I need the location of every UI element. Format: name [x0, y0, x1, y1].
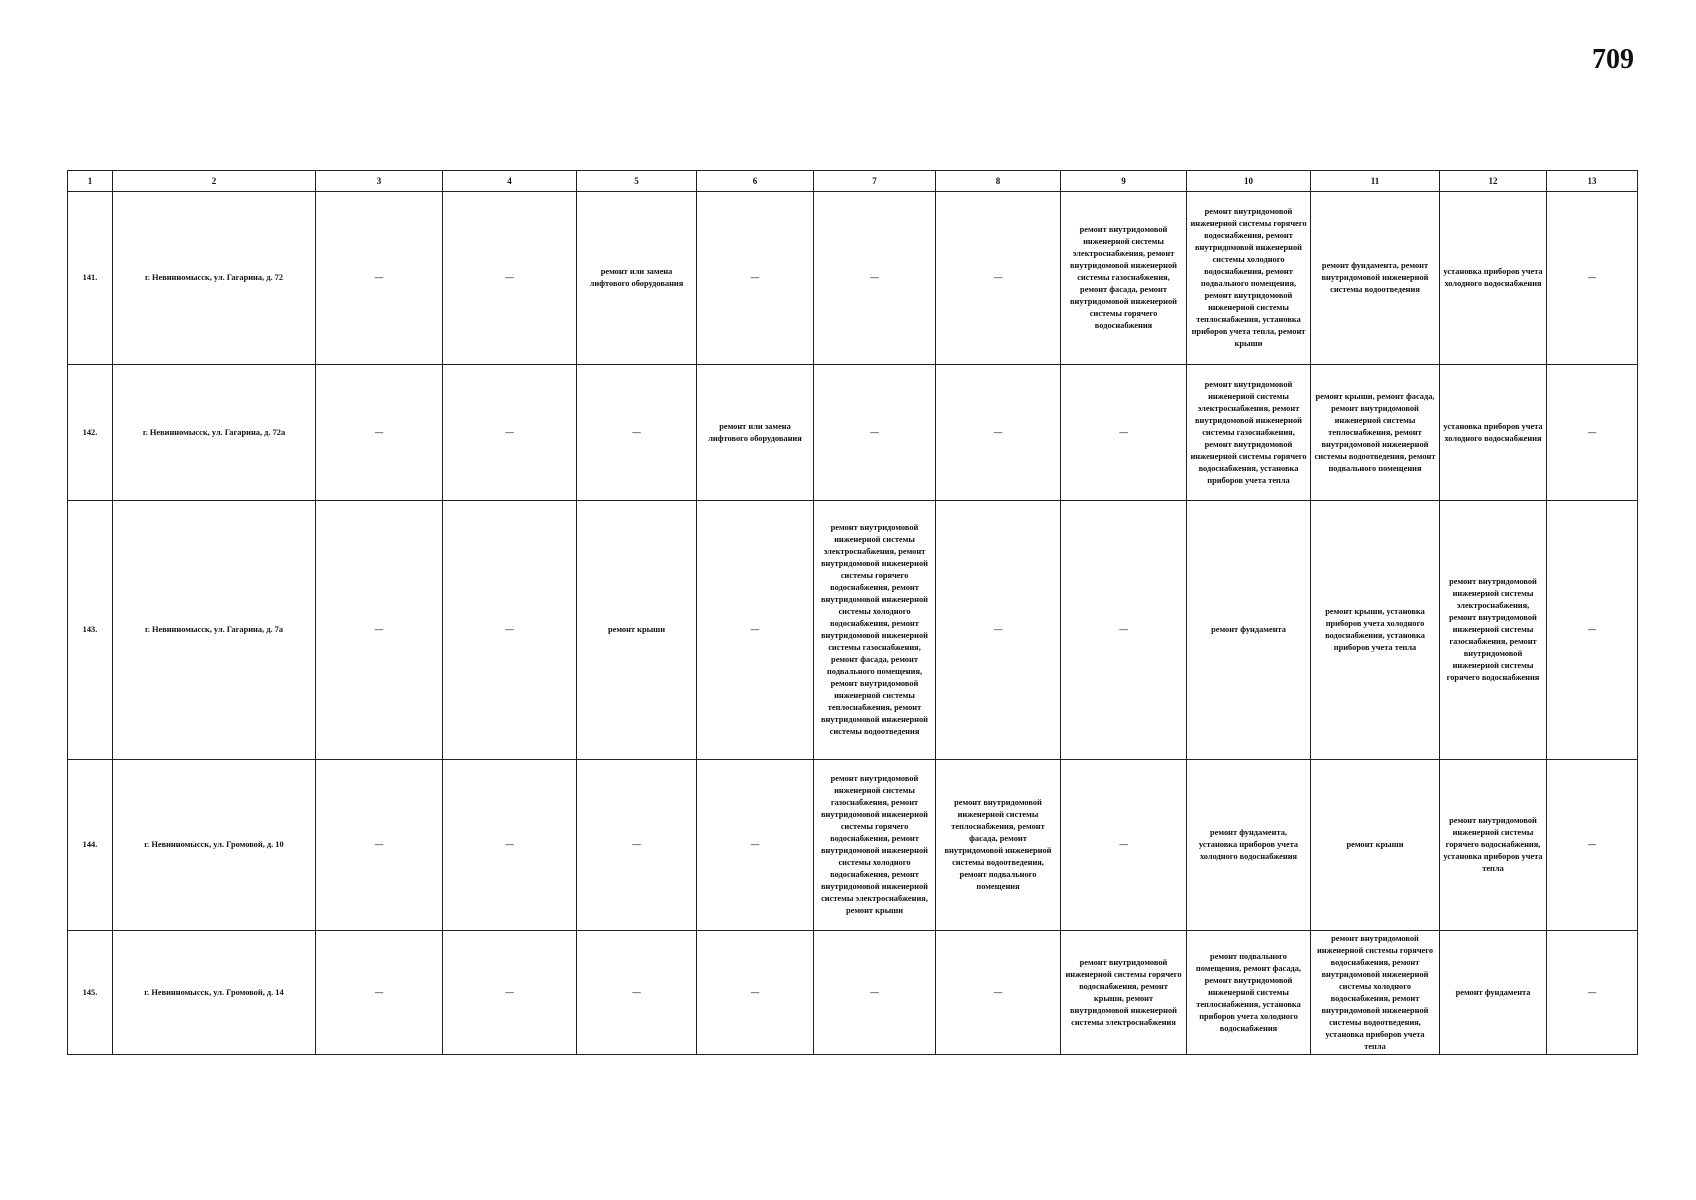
page-number: 709 [1592, 44, 1634, 75]
table-row [68, 931, 1638, 1055]
column-header: 1 [68, 171, 113, 192]
address-cell: г. Невинномысск, ул. Гагарина, д. 7а [113, 501, 316, 760]
table-cell: ремонт внутридомовой инженерной системы газоснабжения, ремонт внутридомовой инженерной системы горячего водоснабжения, ремонт внутридомовой инженерной системы холодного водоснабжения, ремонт внутридомовой инженерной системы электроснабжения, ремонт крыши [814, 760, 936, 931]
table-cell: — [936, 931, 1061, 1055]
table-row [68, 760, 1638, 931]
address-cell: г. Невинномысск, ул. Громовой, д. 14 [113, 931, 316, 1055]
table-cell: ремонт фундамента [1187, 501, 1311, 760]
table-cell: ремонт внутридомовой инженерной системы электроснабжения, ремонт внутридомовой инженерной системы газоснабжения, ремонт внутридомовой инженерной системы горячего водоснабжения [1440, 501, 1547, 760]
table-cell: — [697, 931, 814, 1055]
table-row [68, 501, 1638, 760]
table-cell: — [697, 760, 814, 931]
table-cell: — [1547, 365, 1638, 501]
table-cell: ремонт крыши [577, 501, 697, 760]
table-cell: установка приборов учета холодного водоснабжения [1440, 192, 1547, 365]
address-cell: г. Невинномысск, ул. Гагарина, д. 72а [113, 365, 316, 501]
table-cell: ремонт крыши [1311, 760, 1440, 931]
repair-schedule-table [67, 170, 1638, 1055]
table-cell: — [697, 501, 814, 760]
table-cell: — [577, 760, 697, 931]
row-number: 142. [68, 365, 113, 501]
column-header: 8 [936, 171, 1061, 192]
address-cell: г. Невинномысск, ул. Гагарина, д. 72 [113, 192, 316, 365]
column-header: 5 [577, 171, 697, 192]
table-cell: ремонт крыши, установка приборов учета холодного водоснабжения, установка приборов учета тепла [1311, 501, 1440, 760]
table-cell: — [443, 931, 577, 1055]
table-row [68, 365, 1638, 501]
table-cell: — [316, 365, 443, 501]
table-cell: ремонт крыши, ремонт фасада, ремонт внутридомовой инженерной системы теплоснабжения, ремонт внутридомовой инженерной системы водоотведения, ремонт подвального помещения [1311, 365, 1440, 501]
table-cell: ремонт внутридомовой инженерной системы электроснабжения, ремонт внутридомовой инженерной системы горячего водоснабжения, ремонт внутридомовой инженерной системы холодного водоснабжения, ремонт внутридомовой инженерной системы газоснабжения, ремонт фасада, ремонт подвального помещения, ремонт внутридомовой инженерной системы теплоснабжения, ремонт внутридомовой инженерной системы водоотведения [814, 501, 936, 760]
table-cell: ремонт внутридомовой инженерной системы горячего водоснабжения, установка приборов учета тепла [1440, 760, 1547, 931]
table-cell: ремонт фундамента, установка приборов учета холодного водоснабжения [1187, 760, 1311, 931]
column-header: 4 [443, 171, 577, 192]
table-header-row [68, 171, 1638, 192]
table-cell: ремонт или замена лифтового оборудования [697, 365, 814, 501]
table-cell: — [697, 192, 814, 365]
table-row [68, 192, 1638, 365]
table-cell: — [316, 760, 443, 931]
table-cell: — [1061, 760, 1187, 931]
table-cell: — [936, 501, 1061, 760]
column-header: 13 [1547, 171, 1638, 192]
table-cell: ремонт подвального помещения, ремонт фасада, ремонт внутридомовой инженерной системы теплоснабжения, установка приборов учета холодного водоснабжения [1187, 931, 1311, 1055]
column-header: 11 [1311, 171, 1440, 192]
table-cell: — [577, 931, 697, 1055]
table-cell: ремонт внутридомовой инженерной системы теплоснабжения, ремонт фасада, ремонт внутридомовой инженерной системы водоотведения, ремонт подвального помещения [936, 760, 1061, 931]
table-cell: — [936, 192, 1061, 365]
table-cell: — [443, 192, 577, 365]
table-cell: — [814, 192, 936, 365]
table-cell: ремонт внутридомовой инженерной системы горячего водоснабжения, ремонт внутридомовой инженерной системы холодного водоснабжения, ремонт внутридомовой инженерной системы водоотведения, установка приборов учета тепла [1311, 931, 1440, 1055]
table-cell: — [316, 931, 443, 1055]
table-cell: ремонт внутридомовой инженерной системы горячего водоснабжения, ремонт крыши, ремонт внутридомовой инженерной системы электроснабжения [1061, 931, 1187, 1055]
column-header: 7 [814, 171, 936, 192]
table-cell: — [1547, 760, 1638, 931]
table-cell: — [577, 365, 697, 501]
column-header: 2 [113, 171, 316, 192]
row-number: 143. [68, 501, 113, 760]
table-cell: — [316, 501, 443, 760]
table-cell: ремонт фундамента [1440, 931, 1547, 1055]
table-cell: ремонт внутридомовой инженерной системы горячего водоснабжения, ремонт внутридомовой инженерной системы холодного водоснабжения, ремонт подвального помещения, ремонт внутридомовой инженерной системы теплоснабжения, установка приборов учета тепла, ремонт крыши [1187, 192, 1311, 365]
table-cell: установка приборов учета холодного водоснабжения [1440, 365, 1547, 501]
table-cell: — [1061, 365, 1187, 501]
column-header: 9 [1061, 171, 1187, 192]
table-cell: ремонт внутридомовой инженерной системы электроснабжения, ремонт внутридомовой инженерной системы газоснабжения, ремонт фасада, ремонт внутридомовой инженерной системы горячего водоснабжения [1061, 192, 1187, 365]
row-number: 145. [68, 931, 113, 1055]
table-cell: — [1547, 192, 1638, 365]
row-number: 141. [68, 192, 113, 365]
column-header: 3 [316, 171, 443, 192]
table-cell: ремонт или замена лифтового оборудования [577, 192, 697, 365]
table-cell: — [814, 931, 936, 1055]
table-cell: — [443, 501, 577, 760]
table-cell: ремонт фундамента, ремонт внутридомовой инженерной системы водоотведения [1311, 192, 1440, 365]
table-cell: — [1547, 931, 1638, 1055]
table-cell: — [1547, 501, 1638, 760]
table-cell: — [443, 365, 577, 501]
column-header: 10 [1187, 171, 1311, 192]
column-header: 6 [697, 171, 814, 192]
address-cell: г. Невинномысск, ул. Громовой, д. 10 [113, 760, 316, 931]
table-cell: — [1061, 501, 1187, 760]
table-cell: — [936, 365, 1061, 501]
table-cell: — [814, 365, 936, 501]
table-cell: — [443, 760, 577, 931]
row-number: 144. [68, 760, 113, 931]
column-header: 12 [1440, 171, 1547, 192]
table-cell: ремонт внутридомовой инженерной системы электроснабжения, ремонт внутридомовой инженерной системы газоснабжения, ремонт внутридомовой инженерной системы горячего водоснабжения, установка приборов учета тепла [1187, 365, 1311, 501]
table-cell: — [316, 192, 443, 365]
